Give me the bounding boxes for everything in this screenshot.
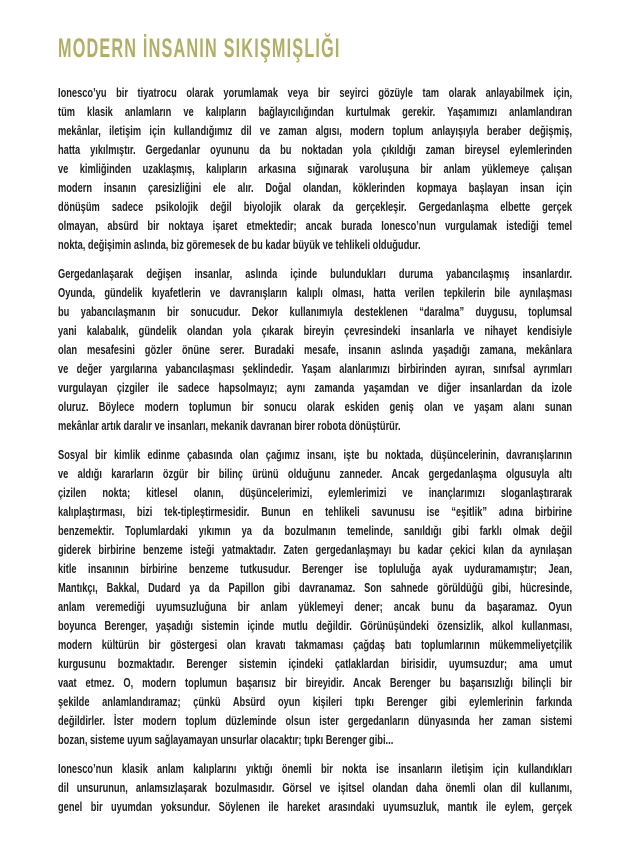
text-line: Ionesco’nun klasik anlam kalıplarını yıktığı önemli bir nokta ise insanların iletişim için kullandıkları	[58, 761, 573, 776]
article-body	[58, 83, 572, 816]
paragraph	[58, 759, 572, 816]
text-line: Sosyal bir kimlik edinme çabasında olan çağımız insanı, işte bu noktada, düşüncelerinin, davranışlarının	[58, 447, 573, 462]
text-line: bu yabancılaşmanın bir sonucudur. Dekor kullanımıyla desteklenen “daralma” duygusu, toplumsal	[58, 304, 573, 319]
text-line: mekânlar artık daralır ve insanları, mekanik davranan birer robota dönüştürür.	[58, 418, 401, 433]
text-line: kurgusunu bozmaktadır. Berenger sistemin içindeki çatlaklardan birisidir, uyumsuzdur; ama umut	[58, 656, 573, 671]
text-line: dil unsurunun, anlamsızlaşarak bozulmasıdır. Görsel ve işitsel olandan daha önemli olan dil kullanımı,	[58, 780, 573, 795]
text-line: genel bir uyumdan yoksundur. Söylenen ile hareket arasındaki uyumsuzluk, mantık ile eylem, gerçek	[58, 799, 573, 814]
text-line: kalıplaştırması, bizi tek-tipleştirmesidir. Bunun en tehlikeli savunusu ise “eşitlik” adına birbirine	[58, 504, 573, 519]
text-line: değildirler. İster modern toplum düzleminde olsun ister gergedanların dünyasında her zaman sistemi	[58, 713, 573, 728]
text-line: olmayan, absürd bir noktaya işaret etmektedir; ancak burada Ionesco’nun vurgulamak istediği temel	[58, 218, 573, 233]
text-line: şekilde anlamlandıramaz; çünkü Absürd oyun kişileri tıpkı Berenger gibi eylemlerinin farkında	[58, 694, 573, 709]
text-line: hatta yıkılmıştır. Gergedanlar oyununu da bu noktadan yola çıkıldığı zaman bireysel eylemlerinden	[58, 142, 573, 157]
text-line: Oyunda, gündelik kıyafetlerin ve davranışların kalıplı olması, hatta verilen tepkilerin bile aynılaşması	[58, 285, 573, 300]
text-line: dönüşüm sadece psikolojik değil biyolojik olarak da gerçekleşir. Gergedanlaşma elbette gerçek	[58, 199, 573, 214]
text-line: anlam veremediği uyumsuzluğuna bir anlam yüklemeyi dener; ancak bunu da başaramaz. Oyun	[58, 599, 573, 614]
text-column	[58, 35, 572, 826]
text-line: Mantıkçı, Bakkal, Dudard ya da Papillon gibi davranamaz. Son sahnede görüldüğü gibi, hücresinde,	[58, 580, 573, 595]
text-line: ve değer yargılarına yabancılaşması şeklindedir. Yaşam alanlarımızı birbirinden ayıran, sınıfsal ayrımları	[58, 361, 573, 376]
text-line: tüm klasik anlamların ve kalıpların bağlayıcılığından kurtulmak gerekir. Yaşamımızı anlamlandıran	[58, 104, 573, 119]
text-line: modern insanın çaresizliğini ele alır. Doğal olandan, köklerinden kopmaya başlayan insan için	[58, 180, 573, 195]
page-title: MODERN İNSANIN SIKIŞMIŞLIĞI	[58, 33, 341, 63]
text-line: Gergedanlaşarak değişen insanlar, aslında içinde bulundukları duruma yabancılaşmış insanlardır.	[58, 266, 573, 281]
paragraph	[58, 83, 572, 254]
paragraph	[58, 445, 572, 749]
text-line: modern kültürün bir göstergesi olan kravatı takmaması çağdaş batı toplumlarının mükemmeliyetçilik	[58, 637, 573, 652]
text-line: bozan, sisteme uyum sağlayamayan unsurlar olacaktır; tıpkı Berenger gibi...	[58, 732, 394, 747]
text-line: yani kalabalık, gündelik olandan yola çıkarak bireyin çevresindeki insanlarla ve nihayet kendisiyle	[58, 323, 573, 338]
text-line: çizilen nokta; kitlesel olanın, düşüncelerimizi, eylemlerimizi ve inançlarımızı sloganlaştırarak	[58, 485, 573, 500]
text-line: boyunca Berenger, yaşadığı sistemin içinde mutlu değildir. Görünüşündeki özensizlik, alkol kullanması,	[58, 618, 573, 633]
text-line: ve kimliğinden uzaklaşmış, kalıpların arkasına sığınarak varoluşuna bir anlam yüklemeye çalışan	[58, 161, 573, 176]
paragraph	[58, 264, 572, 435]
text-line: ve aldığı kararların özgür bir bilinç ürünü olduğunu zanneder. Ancak gergedanlaşma olgusuyla altı	[58, 466, 573, 481]
text-line: vaat etmez. O, modern toplumun başarısız bir bireyidir. Ancak Berenger bu başarısızlığı bilinçli bir	[58, 675, 573, 690]
text-line: giderek birbirine benzeme isteği yatmaktadır. Zaten gergedanlaşmayı bu kadar çekici kılan da aynılaşan	[58, 542, 573, 557]
text-line: nokta, değişimin aslında, biz göremesek de bu kadar büyük ve tehlikeli olduğudur.	[58, 237, 421, 252]
text-line: Ionesco’yu bir tiyatrocu olarak yorumlamak veya bir seyirci gözüyle tam olarak anlayabilmek için,	[58, 85, 573, 100]
text-line: mekânlar, iletişim için kullandığımız dil ve zaman algısı, modern toplum anlayışıyla beraber değişmiş,	[58, 123, 573, 138]
text-line: olan mesafesini gözler önüne serer. Buradaki mesafe, insanın aslında yaşadığı zamana, mekânlara	[58, 342, 573, 357]
text-line: vurgulayan çizgiler ile sadece hapsolmayız; aynı zamanda yaşamdan ve diğer insanlardan da izole	[58, 380, 573, 395]
text-line: kitle insanının birbirine benzeme tutkusudur. Berenger ise topluluğa ayak uyduramamıştır; Jean,	[58, 561, 573, 576]
text-line: benzemektir. Toplumlardaki yıkımın ya da bozulmanın temelinde, sanıldığı gibi farklı olmak değil	[58, 523, 573, 538]
text-line: oluruz. Böylece modern toplumun bir sonucu olarak eskiden geniş olan ve yaşam alanı sunan	[58, 399, 573, 414]
